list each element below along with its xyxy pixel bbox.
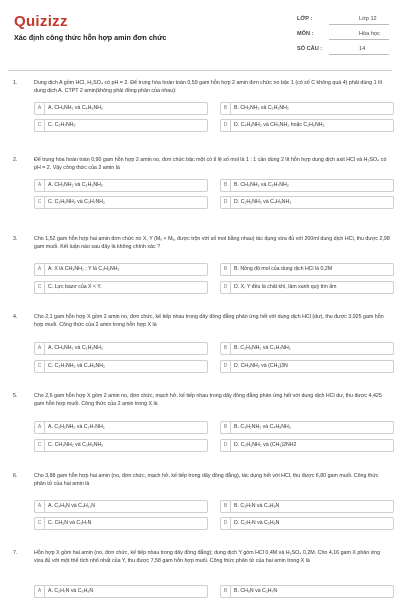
option-text: B. CH₃NH₂ và C₃H₇NH₂ (234, 182, 289, 188)
option-a[interactable] (34, 421, 208, 434)
option-b[interactable] (220, 342, 394, 355)
option-letter: B (221, 343, 231, 354)
option-text: B. Nồng độ mol của dung dịch HCl là 0,2M (234, 266, 333, 272)
option-letter: C (35, 440, 45, 451)
question-number: 7. (13, 550, 18, 556)
question-text: Cho 2,6 gam hỗn hợp X gồm 2 amin no, đơn chức, mạch hở, kế tiếp nhau trong dãy đồng đẳng phản ứng hết với dung dịch HCl dư, thu được 4,425 gam hỗn hợp muối. Công thức của 2 amin trong X là (34, 393, 382, 407)
option-letter: B (221, 180, 231, 191)
option-c[interactable] (34, 119, 208, 132)
question-5 (10, 393, 390, 448)
question-number: 4. (13, 314, 18, 320)
meta-subject (297, 31, 389, 37)
question-number: 6. (13, 473, 18, 479)
option-letter: D (221, 282, 231, 293)
option-a[interactable] (34, 500, 208, 513)
option-letter: C (35, 361, 45, 372)
option-b[interactable] (220, 500, 394, 513)
option-letter: D (221, 518, 231, 529)
question-6 (10, 473, 390, 526)
option-letter: B (221, 586, 231, 597)
meta-value: Hóa học (359, 31, 380, 37)
meta-class (297, 16, 389, 22)
option-letter: D (221, 120, 231, 131)
option-text: C. CH₃NH₂ và C₂H₅NH₂ (48, 442, 104, 448)
question-text: Để trung hòa hoàn toàn 0,90 gam hỗn hợp 2 amin no, đơn chức bậc một có tỉ lệ số mol là 1 : 1 cần dùng 2 lít hỗn hợp dung dịch axit HCl và H₂SO₄ có pH = 2. Vậy công thức của 2 amin là (34, 157, 387, 171)
option-b[interactable] (220, 263, 394, 276)
question-text: Cho 1,52 gam hỗn hợp hai amin đơn chức no X, Y (Mₓ < Mᵧ, được trộn với số mol bằng nhau) tác dụng vừa đủ với 200ml dung dịch HCl, thu được 2,98 gam muối. Kết luận nào sau đây là không chính xác ? (34, 236, 390, 250)
option-text: A. CH₃NH₂ và C₄H₉NH₂ (48, 105, 103, 111)
option-text: B. C₂H₅NH₂ và C₃H₇NH₂ (234, 345, 291, 351)
meta-count (297, 46, 389, 52)
question-number: 3. (13, 236, 18, 242)
question-text: Cho 2,1 gam hỗn hợp X gồm 2 amin no, đơn chức, kế tiếp nhau trong dãy đồng đẳng phản ứng hết với dung dịch HCl (dư), thu được 3,925 gam hỗn hợp muối. Công thức của 2 amin trong hỗn hợp X là (34, 314, 384, 328)
option-letter: B (221, 103, 231, 114)
option-d[interactable] (220, 360, 394, 373)
option-d[interactable] (220, 119, 394, 132)
option-c[interactable] (34, 517, 208, 530)
question-7 (10, 550, 390, 594)
option-text: D. X, Y đều là chất khí, làm xanh quỳ tím ẩm (234, 284, 337, 290)
option-letter: B (221, 501, 231, 512)
option-text: A. C₂H₇N và C₃H₉N (48, 588, 94, 594)
option-text: A. CH₃NH₂ và C₂H₅NH₂ (48, 182, 103, 188)
option-text: A. C₃H₉N và C₄H₁₁N (48, 503, 95, 509)
option-text: B. C₃H₇N và C₄H₉N (234, 503, 280, 509)
option-text: C. CH₅N và C₂H₇N (48, 520, 92, 526)
meta-value: 14 (359, 46, 366, 52)
option-c[interactable] (34, 196, 208, 209)
option-d[interactable] (220, 196, 394, 209)
option-text: C. Lực bazơ của X < Y. (48, 284, 102, 290)
option-text: D. C₂H₅NH₂ và (CH₃)2NH2 (234, 442, 297, 448)
option-letter: D (221, 361, 231, 372)
option-text: C. C₂H₅NH₂ và C₃H₇NH₂ (48, 199, 105, 205)
question-3 (10, 236, 390, 290)
option-b[interactable] (220, 585, 394, 598)
option-text: C. C₃H₇NH₂ (48, 122, 76, 128)
option-letter: B (221, 422, 231, 433)
option-text: C. C₃H₇NH₂ và C₄H₉NH₂ (48, 363, 106, 369)
option-letter: D (221, 197, 231, 208)
option-a[interactable] (34, 179, 208, 192)
option-letter: B (221, 264, 231, 275)
option-letter: A (35, 422, 45, 433)
question-1 (10, 80, 390, 128)
option-b[interactable] (220, 102, 394, 115)
meta-key: SỐ CÂU : (297, 46, 323, 52)
option-letter: A (35, 264, 45, 275)
option-d[interactable] (220, 439, 394, 452)
option-text: D. CH₃NH₂ và (CH₃)3N (234, 363, 288, 369)
option-a[interactable] (34, 585, 208, 598)
option-text: A. C₂H₅NH₂ và C₃H₇NH₂ (48, 424, 105, 430)
header-divider (8, 70, 392, 71)
option-letter: C (35, 197, 45, 208)
option-text: A. X là CH₃NH₂ ; Y là C₂H₅NH₂ (48, 266, 120, 272)
option-text: A. CH₃NH₂ và C₂H₅NH₂ (48, 345, 103, 351)
meta-key: LỚP : (297, 16, 313, 22)
question-text: Dung dịch A gồm HCl, H₂SO₄ có pH = 2. Để trung hòa hoàn toàn 0,59 gam hỗn hợp 2 amin đơn chức no bậc 1 (có số C không quá 4) phải dùng 1 lít dung dịch A. CTPT 2 amin(không phải đồng phân của nhau): (34, 80, 383, 94)
option-letter: A (35, 103, 45, 114)
option-b[interactable] (220, 179, 394, 192)
meta-key: MÔN : (297, 31, 314, 37)
question-text: Cho 3,88 gam hỗn hợp hai amin (no, đơn chức, mạch hở, kế tiếp trong dãy đồng đẳng), tác dụng hết với HCl, thu được 6,80 gam muối. Công thức phân tử của hai amin là (34, 473, 379, 487)
option-a[interactable] (34, 263, 208, 276)
option-a[interactable] (34, 102, 208, 115)
option-d[interactable] (220, 517, 394, 530)
option-text: D. C₄H₉NH₂ và CH₃NH₂ hoặc C₂H₅NH₂ (234, 122, 325, 128)
question-2 (10, 157, 390, 205)
logo: Quizizz (14, 13, 68, 30)
option-letter: A (35, 343, 45, 354)
option-letter: C (35, 120, 45, 131)
option-c[interactable] (34, 439, 208, 452)
question-number: 2. (13, 157, 18, 163)
option-text: B. CH₃NH₂ và C₂H₅NH₂ (234, 105, 289, 111)
option-letter: A (35, 586, 45, 597)
question-text: Hỗn hợp X gồm hai amin (no, đơn chức, kế tiếp nhau trong dãy đồng đẳng); dung dịch Y gồm HCl 0,4M và H₂SO₄ 0,2M. Cho 4,16 gam X phản ứng vừa đủ với một thể tích nhỏ nhất của Y, thu được 7,58 gam hỗn hợp muối. Công thức phân tử của hai amin trong X là (34, 550, 381, 564)
option-text: B. CH₅N và C₂H₇N (234, 588, 278, 594)
question-number: 1. (13, 80, 18, 86)
option-d[interactable] (220, 281, 394, 294)
question-4 (10, 314, 390, 369)
page-title: Xác định công thức hỗn hợp amin đơn chức (14, 33, 167, 42)
option-b[interactable] (220, 421, 394, 434)
option-letter: C (35, 518, 45, 529)
meta-value: Lớp 12 (359, 16, 377, 22)
option-letter: A (35, 180, 45, 191)
option-c[interactable] (34, 360, 208, 373)
option-text: D. C₂H₇N và C₃H₉N (234, 520, 280, 526)
option-letter: D (221, 440, 231, 451)
option-c[interactable] (34, 281, 208, 294)
option-text: D. C₂H₅NH₂ và C₄H₉NH₂ (234, 199, 292, 205)
option-text: B. C₃H₇NH₂ và C₄H₉NH₂ (234, 424, 291, 430)
option-letter: A (35, 501, 45, 512)
option-letter: C (35, 282, 45, 293)
question-number: 5. (13, 393, 18, 399)
option-a[interactable] (34, 342, 208, 355)
